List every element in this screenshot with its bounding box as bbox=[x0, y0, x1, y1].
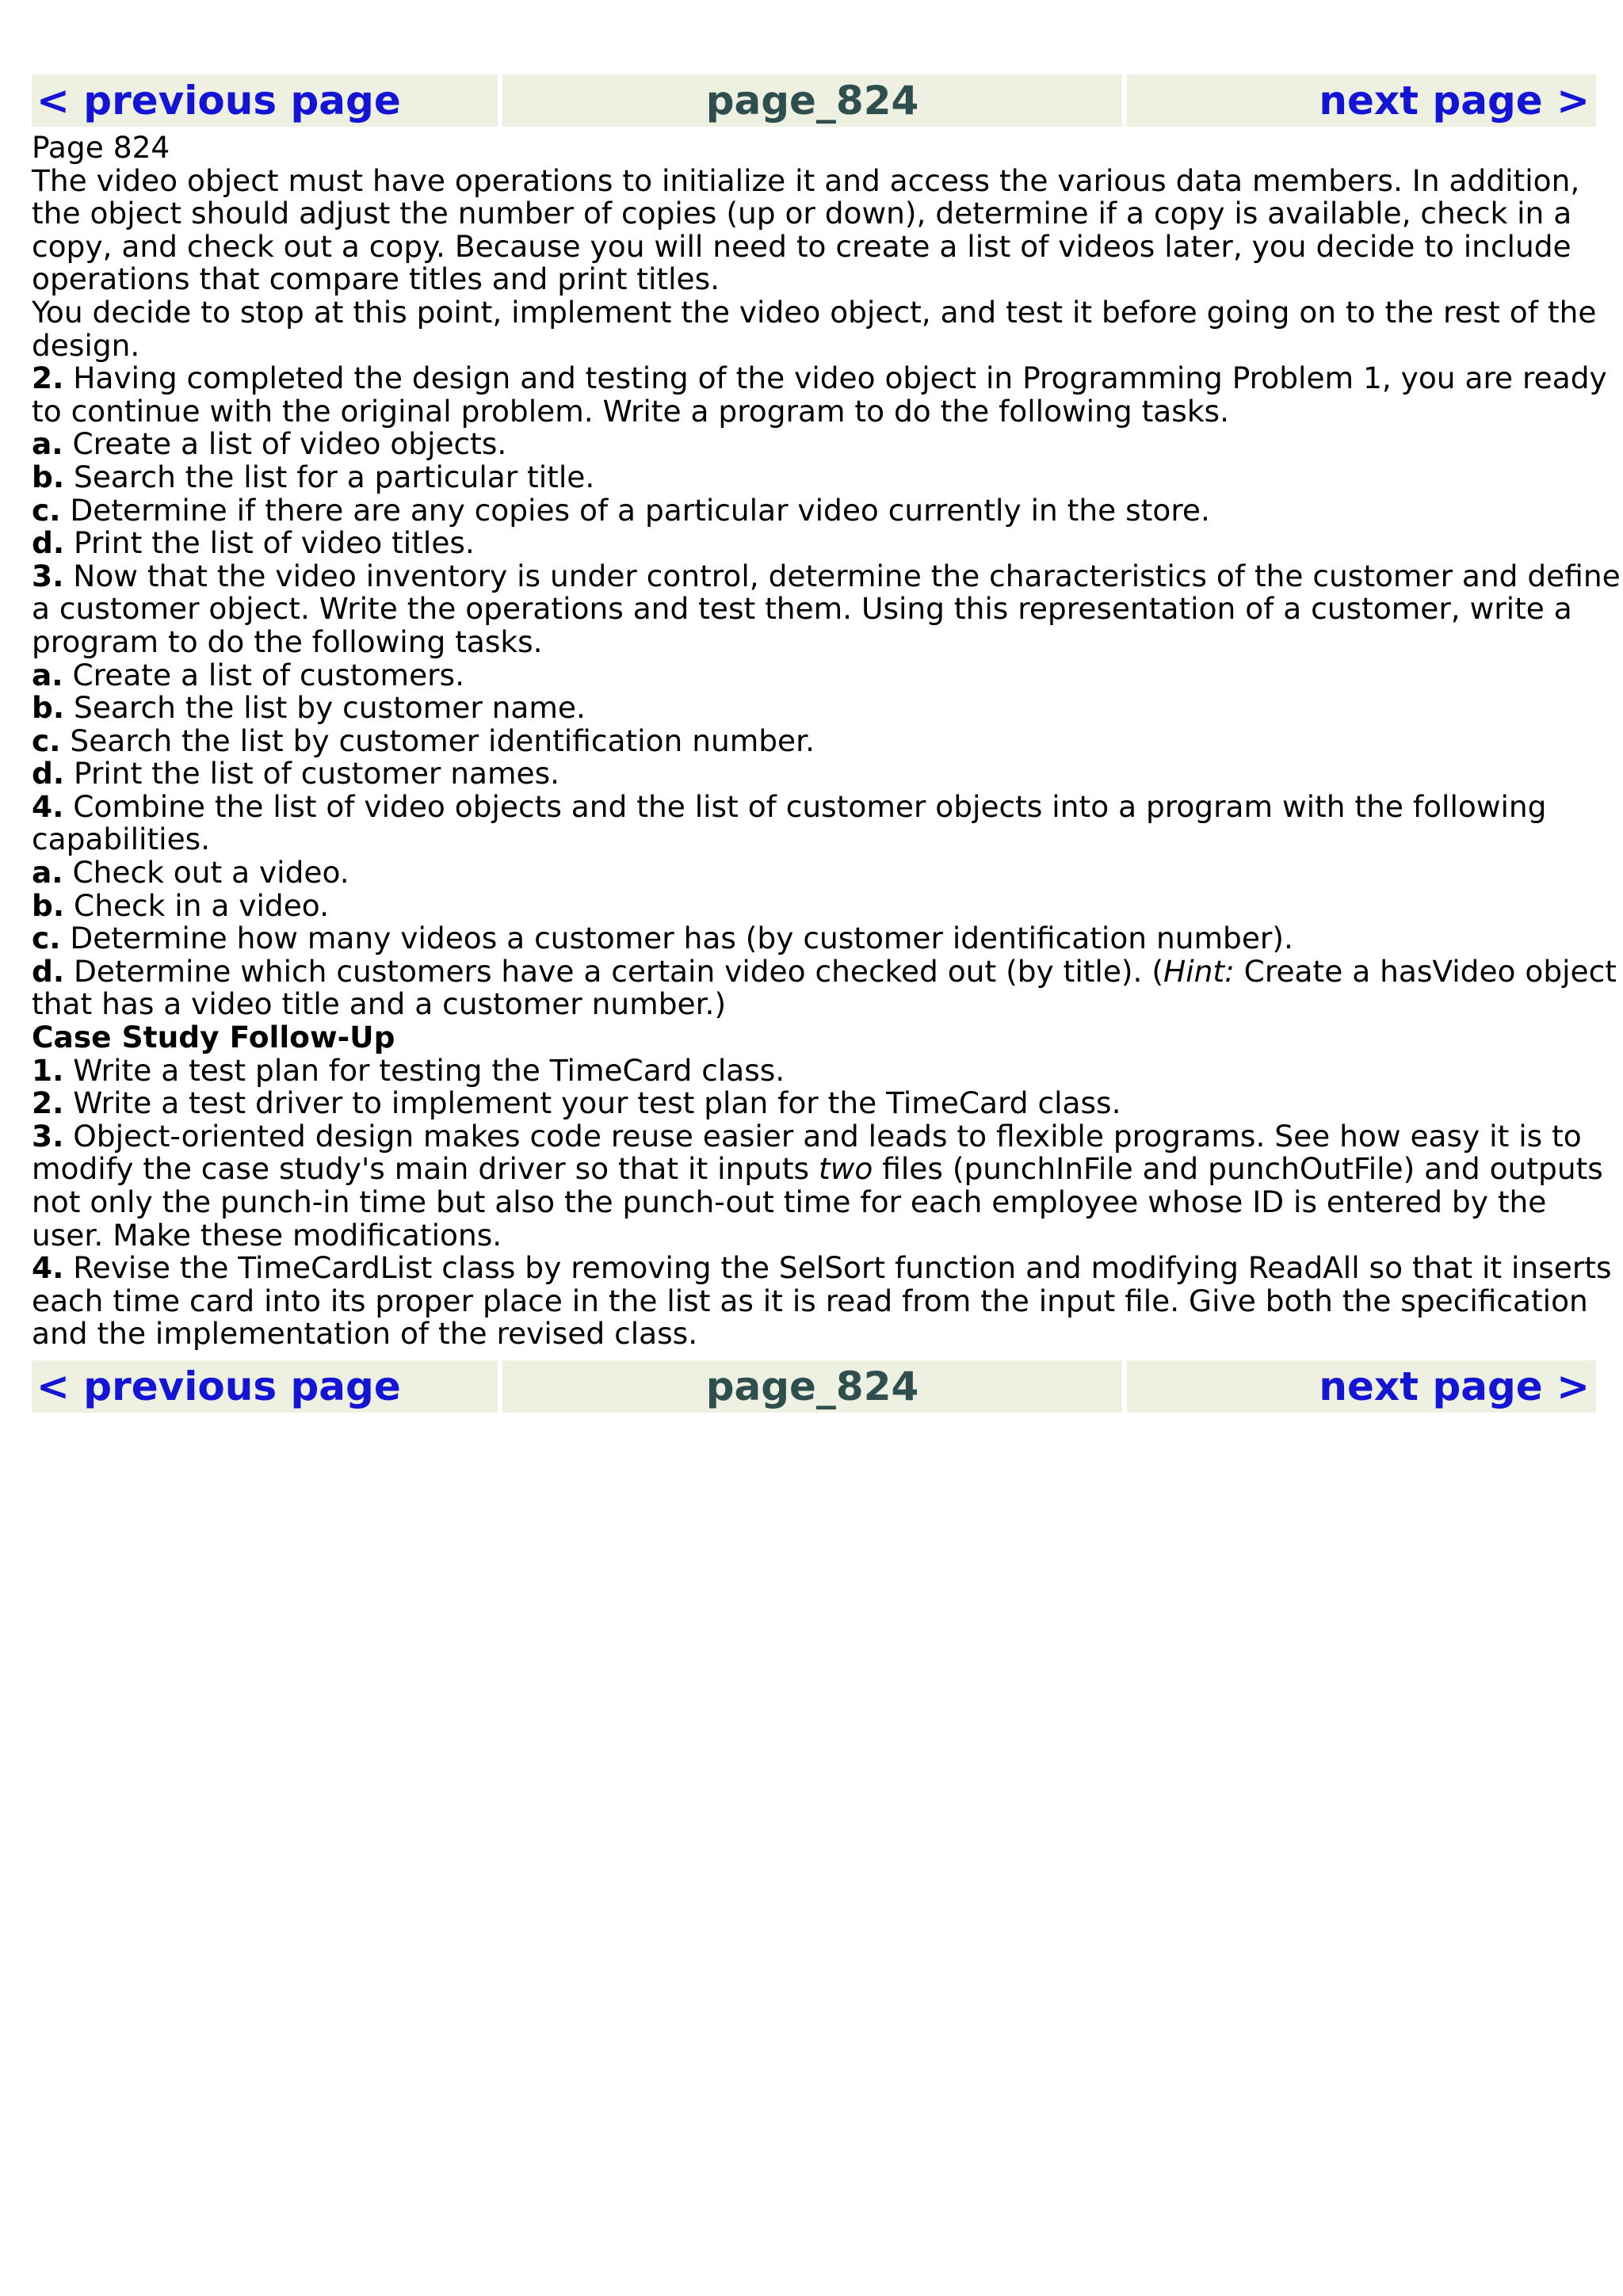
item-letter: a. bbox=[32, 855, 63, 891]
top-page-label: page_824 bbox=[502, 74, 1122, 127]
question-number: 4. bbox=[32, 1250, 64, 1286]
problem-3 bbox=[32, 558, 1621, 791]
list-item bbox=[32, 494, 1596, 528]
problem-number: 2. bbox=[32, 360, 64, 396]
problem-number: 3. bbox=[32, 558, 64, 593]
item-letter: a. bbox=[32, 657, 63, 692]
item-text: Search the list by customer identification number. bbox=[60, 723, 815, 758]
item-text: Create a hasVideo object bbox=[1234, 953, 1617, 989]
text-line: the object should adjust the number of copies (up or down), determine if a copy is available, check in a bbox=[32, 196, 1572, 231]
item-letter: d. bbox=[32, 953, 65, 989]
item-letter: b. bbox=[32, 690, 65, 726]
question-number: 3. bbox=[32, 1118, 64, 1154]
problem-2 bbox=[32, 360, 1607, 561]
text-line: program to do the following tasks. bbox=[32, 624, 543, 659]
page-number-text: Page 824 bbox=[32, 130, 170, 165]
item-letter: c. bbox=[32, 921, 61, 956]
text-line: to continue with the original problem. Write a program to do the following tasks. bbox=[32, 393, 1229, 429]
question-text: modify the case study's main driver so that it inputs bbox=[32, 1151, 819, 1187]
item-letter: b. bbox=[32, 459, 65, 494]
question-number: 1. bbox=[32, 1052, 64, 1088]
question-3 bbox=[32, 1118, 1603, 1253]
question-text: Object-oriented design makes code reuse easier and leads to flexible programs. See how easy it is to bbox=[63, 1118, 1582, 1154]
item-text: Determine which customers have a certain video checked out (by title). ( bbox=[64, 953, 1164, 989]
question-4 bbox=[32, 1250, 1612, 1352]
text-line bbox=[32, 360, 1607, 396]
list-item bbox=[32, 887, 1596, 923]
text-line bbox=[32, 1250, 1612, 1286]
list-item bbox=[32, 725, 1596, 758]
question-text: Write a test plan for testing the TimeCard class. bbox=[63, 1052, 785, 1088]
item-text: Search the list by customer name. bbox=[64, 690, 586, 726]
hint-label: Hint: bbox=[1163, 953, 1235, 989]
bottom-nav-bar bbox=[32, 1360, 1596, 1413]
item-letter: d. bbox=[32, 525, 65, 561]
list-item bbox=[32, 527, 1596, 560]
question-text: Write a test driver to implement your test plan for the TimeCard class. bbox=[63, 1085, 1121, 1121]
text-line bbox=[32, 1151, 1603, 1187]
item-text: Determine if there are any copies of a particular video currently in the store. bbox=[60, 492, 1210, 528]
list-item bbox=[32, 953, 1617, 989]
question-text: Revise the TimeCardList class by removing the SelSort function and modifying ReadAll so that it inserts bbox=[63, 1250, 1612, 1286]
text-line: capabilities. bbox=[32, 822, 211, 857]
list-item bbox=[32, 428, 1596, 461]
text-line: and the implementation of the revised class. bbox=[32, 1316, 698, 1352]
case-study-heading: Case Study Follow-Up bbox=[32, 1020, 395, 1055]
text-line: You decide to stop at this point, implement the video object, and test it before going on to the rest of the bbox=[32, 294, 1597, 330]
text-line: user. Make these modifications. bbox=[32, 1217, 502, 1253]
item-letter: d. bbox=[32, 756, 65, 791]
page-content bbox=[32, 130, 1621, 1352]
stop-paragraph bbox=[32, 296, 1596, 362]
problem-text: Now that the video inventory is under control, determine the characteristics of the customer and define bbox=[63, 558, 1621, 593]
list-item bbox=[32, 856, 1596, 890]
problem-number: 4. bbox=[32, 788, 64, 824]
text-line: a customer object. Write the operations and test them. Using this representation of a customer, write a bbox=[32, 591, 1572, 627]
top-nav-bar bbox=[32, 74, 1596, 127]
page-container bbox=[32, 74, 1621, 1413]
problem-text: Having completed the design and testing of the video object in Programming Problem 1, you are ready bbox=[63, 360, 1607, 396]
problem-4 bbox=[32, 788, 1617, 1022]
case-study-section bbox=[32, 1020, 1612, 1352]
text-line: that has a video title and a customer number.) bbox=[32, 986, 727, 1022]
bottom-next-page-link[interactable]: next page > bbox=[1127, 1360, 1596, 1413]
question-number: 2. bbox=[32, 1085, 64, 1121]
question-text: files (punchInFile and punchOutFile) and outputs bbox=[873, 1151, 1603, 1187]
text-line bbox=[32, 788, 1596, 824]
item-text: Create a list of video objects. bbox=[63, 426, 507, 462]
text-line: design. bbox=[32, 327, 140, 363]
text-line: not only the punch-in time but also the punch-out time for each employee whose ID is entered by the bbox=[32, 1184, 1547, 1219]
text-line: each time card into its proper place in the list as it is read from the input file. Give both the specification bbox=[32, 1283, 1588, 1318]
item-text: Determine how many videos a customer has (by customer identification number). bbox=[60, 921, 1293, 956]
question-2 bbox=[32, 1087, 1596, 1120]
item-text: Check out a video. bbox=[63, 855, 349, 891]
list-item bbox=[32, 757, 1596, 791]
item-letter: a. bbox=[32, 426, 63, 462]
text-line: operations that compare titles and print titles. bbox=[32, 261, 720, 297]
list-item bbox=[32, 461, 1596, 494]
text-line bbox=[32, 1120, 1596, 1154]
item-letter: b. bbox=[32, 887, 65, 923]
emphasis-text: two bbox=[819, 1151, 873, 1187]
item-text: Print the list of customer names. bbox=[64, 756, 560, 791]
top-previous-page-link[interactable]: < previous page bbox=[32, 74, 498, 127]
item-text: Create a list of customers. bbox=[63, 657, 465, 692]
intro-paragraph bbox=[32, 162, 1596, 297]
item-letter: c. bbox=[32, 723, 61, 758]
text-line: The video object must have operations to initialize it and access the various data members. In addition, bbox=[32, 162, 1580, 198]
top-next-page-link[interactable]: next page > bbox=[1127, 74, 1596, 127]
question-1 bbox=[32, 1052, 1596, 1088]
item-text: Print the list of video titles. bbox=[64, 525, 475, 561]
text-line: copy, and check out a copy. Because you will need to create a list of videos later, you decide to include bbox=[32, 228, 1571, 264]
text-line bbox=[32, 558, 1621, 593]
item-text: Search the list for a particular title. bbox=[64, 459, 595, 494]
bottom-previous-page-link[interactable]: < previous page bbox=[32, 1360, 498, 1413]
item-text: Check in a video. bbox=[64, 887, 329, 923]
bottom-page-label: page_824 bbox=[502, 1360, 1122, 1413]
problem-text: Combine the list of video objects and the list of customer objects into a program with the following bbox=[63, 788, 1547, 824]
item-letter: c. bbox=[32, 492, 61, 528]
list-item bbox=[32, 922, 1596, 955]
list-item bbox=[32, 659, 1596, 692]
list-item bbox=[32, 692, 1596, 725]
